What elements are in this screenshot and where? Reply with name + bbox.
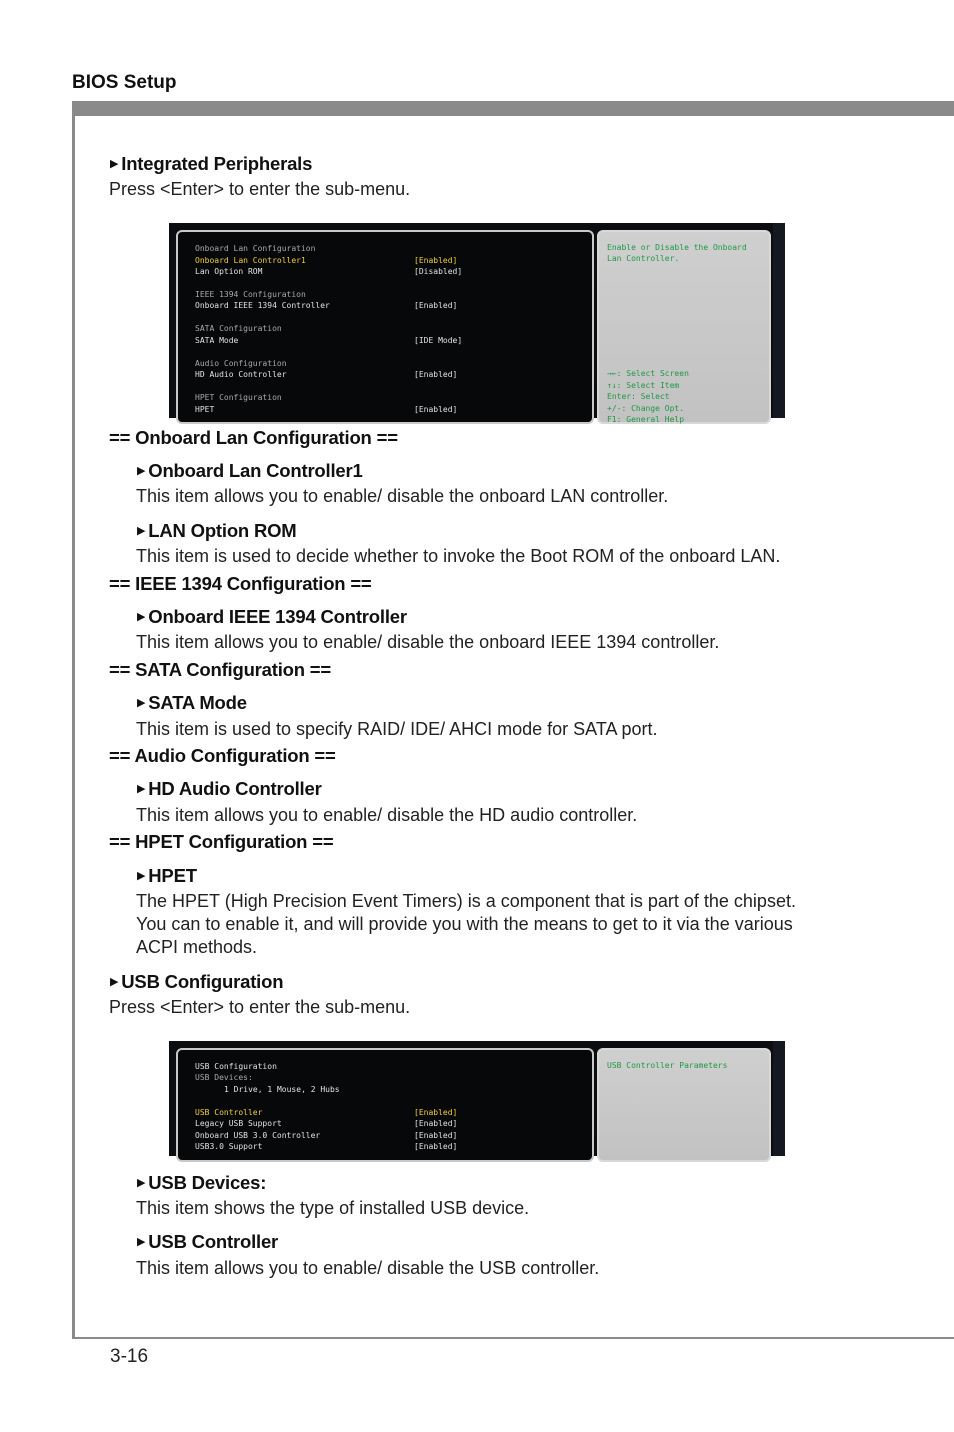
bios-help-panel <box>597 230 771 424</box>
ieee-controller-desc: This item allows you to enable/ disable the onboard IEEE 1394 controller. <box>136 632 720 652</box>
bios-help-text: Enable or Disable the Onboard <box>607 243 747 252</box>
bios-row: Onboard USB 3.0 Controller <box>195 1131 321 1140</box>
usb-controller-title: ▶ USB Controller <box>137 1231 279 1252</box>
lan-option-rom-title: ▶ LAN Option ROM <box>137 520 297 541</box>
usb-controller-desc: This item allows you to enable/ disable the USB controller. <box>136 1258 600 1278</box>
integrated-peripherals-title: ▶ Integrated Peripherals <box>110 153 313 174</box>
usb-devices-title: ▶ USB Devices: <box>137 1172 267 1193</box>
bios-row: Lan Option ROM <box>195 267 263 276</box>
bios-value: [Enabled] <box>414 405 458 414</box>
lan-controller-title: ▶ Onboard Lan Controller1 <box>137 460 363 481</box>
section-hpet: == HPET Configuration == <box>109 831 334 852</box>
bios-value: [Enabled] <box>414 1119 458 1128</box>
lan-controller-desc: This item allows you to enable/ disable the onboard LAN controller. <box>136 486 669 506</box>
hd-audio-title: ▶ HD Audio Controller <box>137 778 322 799</box>
hpet-desc-line: You can to enable it, and will provide you with the means to get to it via the various <box>136 914 793 934</box>
bios-row: HPET Configuration <box>195 393 282 402</box>
bios-row: HD Audio Controller <box>195 370 287 379</box>
bios-key-hint: Enter: Select <box>607 392 670 401</box>
triangle-bullet-icon: ▶ <box>137 465 146 477</box>
bios-screen-edge <box>773 1041 785 1156</box>
usb-configuration-desc: Press <Enter> to enter the sub-menu. <box>109 997 411 1017</box>
left-border <box>72 101 75 1339</box>
bios-key-hint: +/-: Change Opt. <box>607 404 685 413</box>
bios-help-panel <box>597 1048 771 1162</box>
bios-menu-panel <box>176 1048 594 1162</box>
hd-audio-desc: This item allows you to enable/ disable the HD audio controller. <box>136 805 638 825</box>
bios-key-hint: ↑↓: Select Item <box>607 381 680 390</box>
bios-help-text: USB Controller Parameters <box>607 1061 728 1070</box>
page-number: 3-16 <box>110 1346 149 1367</box>
bios-row: Onboard IEEE 1394 Controller <box>195 301 330 310</box>
triangle-bullet-icon: ▶ <box>137 697 146 709</box>
bios-screenshot-usb <box>169 1041 785 1156</box>
usb-configuration-title: ▶ USB Configuration <box>110 971 284 992</box>
hpet-desc-line: ACPI methods. <box>136 937 258 957</box>
triangle-bullet-icon: ▶ <box>137 1236 146 1248</box>
triangle-bullet-icon: ▶ <box>137 525 146 537</box>
bios-row: Audio Configuration <box>195 359 287 368</box>
header-bar <box>72 101 954 116</box>
bios-value: [Enabled] <box>414 1131 458 1140</box>
bios-row: Onboard Lan Configuration <box>195 244 316 253</box>
page-header-title: BIOS Setup <box>72 72 177 93</box>
bios-value: [Enabled] <box>414 1108 458 1117</box>
triangle-bullet-icon: ▶ <box>137 870 146 882</box>
bios-row: Legacy USB Support <box>195 1119 282 1128</box>
sata-mode-desc: This item is used to specify RAID/ IDE/ AHCI mode for SATA port. <box>136 719 658 739</box>
triangle-bullet-icon: ▶ <box>110 976 119 988</box>
bios-row: USB Configuration <box>195 1062 277 1071</box>
integrated-peripherals-desc: Press <Enter> to enter the sub-menu. <box>109 179 411 199</box>
bios-value: [Enabled] <box>414 256 458 265</box>
usb-devices-desc: This item shows the type of installed USB device. <box>136 1198 530 1218</box>
bios-value: [IDE Mode] <box>414 336 463 345</box>
lan-option-rom-desc: This item is used to decide whether to invoke the Boot ROM of the onboard LAN. <box>136 546 781 566</box>
bios-value: [Enabled] <box>414 1142 458 1151</box>
hpet-title: ▶ HPET <box>137 865 197 886</box>
bios-screen-edge <box>773 223 785 418</box>
triangle-bullet-icon: ▶ <box>110 158 119 170</box>
section-audio: == Audio Configuration == <box>109 745 336 766</box>
bios-row: IEEE 1394 Configuration <box>195 290 306 299</box>
bios-row: USB Controller <box>195 1108 263 1117</box>
bios-key-hint: F1: General Help <box>607 415 685 424</box>
bios-value: [Enabled] <box>414 301 458 310</box>
bios-value: [Enabled] <box>414 370 458 379</box>
bios-row: HPET <box>195 405 215 414</box>
section-ieee: == IEEE 1394 Configuration == <box>109 573 372 594</box>
triangle-bullet-icon: ▶ <box>137 1177 146 1189</box>
ieee-controller-title: ▶ Onboard IEEE 1394 Controller <box>137 606 407 627</box>
bios-row: USB3.0 Support <box>195 1142 263 1151</box>
bios-row: USB Devices: <box>195 1073 253 1082</box>
triangle-bullet-icon: ▶ <box>137 611 146 623</box>
bottom-border <box>72 1337 954 1339</box>
bios-row: 1 Drive, 1 Mouse, 2 Hubs <box>224 1085 340 1094</box>
bios-row: SATA Mode <box>195 336 239 345</box>
bios-help-text: Lan Controller. <box>607 254 680 263</box>
triangle-bullet-icon: ▶ <box>137 783 146 795</box>
sata-mode-title: ▶ SATA Mode <box>137 692 247 713</box>
bios-menu-panel <box>176 230 594 424</box>
bios-key-hint: →←: Select Screen <box>607 369 689 378</box>
section-sata: == SATA Configuration == <box>109 659 332 680</box>
section-lan: == Onboard Lan Configuration == <box>109 427 398 448</box>
bios-row: SATA Configuration <box>195 324 282 333</box>
hpet-desc-line: The HPET (High Precision Event Timers) is a component that is part of the chipset. <box>136 891 796 911</box>
bios-row: Onboard Lan Controller1 <box>195 256 306 265</box>
bios-value: [Disabled] <box>414 267 463 276</box>
bios-screenshot-integrated <box>169 223 785 424</box>
